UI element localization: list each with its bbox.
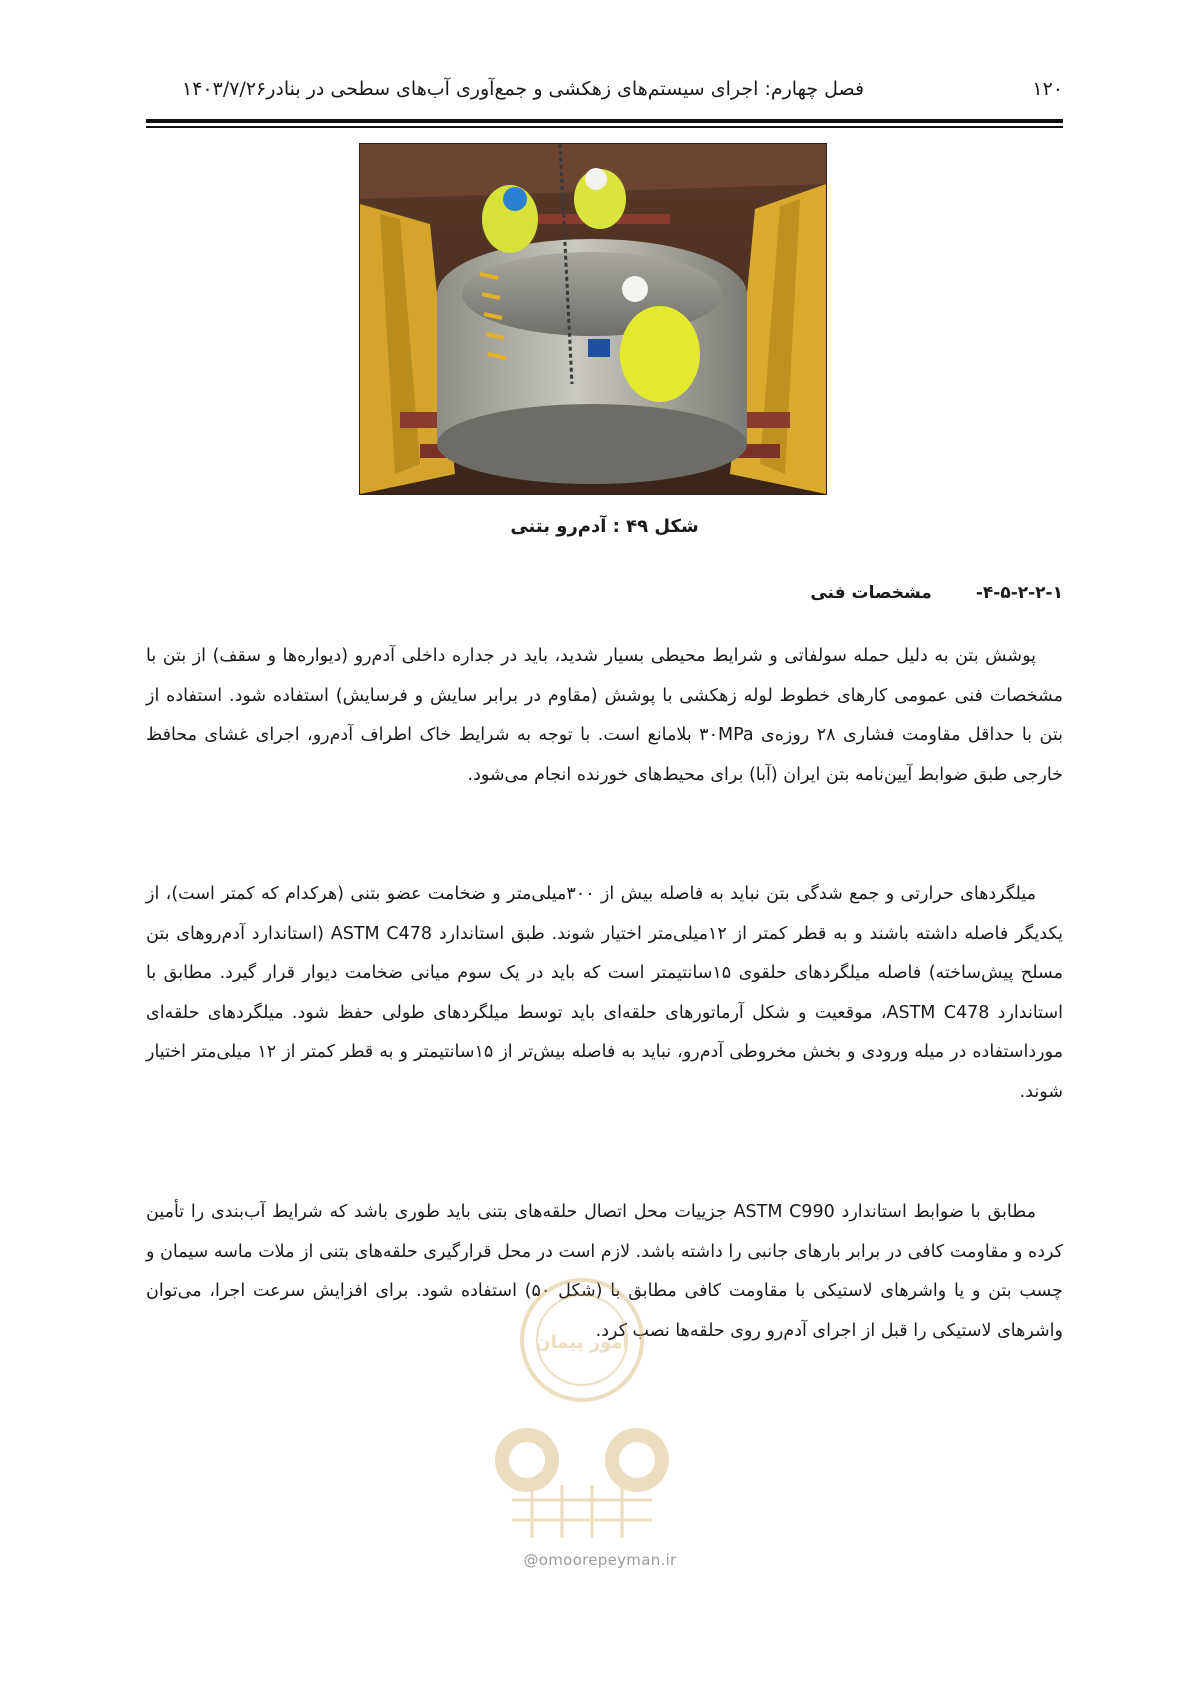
header-date: ۱۴۰۳/۷/۲۶ (182, 78, 267, 100)
header-rule-thin (146, 126, 1063, 128)
body-paragraph: میلگردهای حرارتی و جمع شدگی بتن نباید به فاصله بیش از ۳۰۰میلی‌متر و ضخامت عضو بتنی (هرکدام که کمتر است)، از یکدیگر فاصله داشته باشند و به قطر کمتر از ۱۲میلی‌متر اختیار شوند. طبق استاندارد ASTM C478 (استاندارد آدم‌روهای بتن مسلح پیش‌ساخته) فاصله میلگردهای حلقوی ۱۵سانتیمتر است که باید در یک سوم میانی ضخامت دیوار قرار گیرد. مطابق با استاندارد ASTM C478، موقعیت و شکل آرماتورهای حلقه‌ای باید توسط میلگردهای طولی حفظ شود. میلگردهای حلقه‌ای مورداستفاده در میله ورودی و بخش مخروطی آدم‌رو، نباید به فاصله بیش‌تر از ۱۵سانتیمتر و به قطر کمتر از ۱۲ میلی‌متر اختیار شوند. (146, 884, 1063, 1102)
watermark-url: @omoorepeyman.ir (523, 1551, 677, 1569)
page-header (146, 78, 1063, 114)
chapter-title: فصل چهارم: اجرای سیستم‌های زهکشی و جمع‌آوری آب‌های سطحی در بنادر (266, 78, 865, 100)
section-number: ۴-۵-۲-۲-۱- (975, 583, 1063, 603)
header-rule-thick (146, 119, 1063, 123)
body-paragraph: مطابق با ضوابط استاندارد ASTM C990 جزییات محل اتصال حلقه‌های بتنی باید طوری باشد که شرایط آب‌بندی را تأمین کرده و مقاومت کافی در برابر بارهای جانبی را داشته باشد. لازم است در محل قرارگیری حلقه‌های بتنی از ملات ماسه سیمان و چسب بتن و یا واشرهای لاستیکی با مقاومت کافی مطابق با (شکل ۵۰) استفاده شود. برای افزایش سرعت اجرا، می‌توان واشرهای لاستیکی را قبل از اجرای آدم‌رو روی حلقه‌ها نصب کرد. (146, 1202, 1063, 1341)
body-paragraph: پوشش بتن به دلیل حمله سولفاتی و شرایط محیطی بسیار شدید، باید در جداره داخلی آدم‌رو (دیواره‌ها و سقف) از بتن با مشخصات فنی عمومی کارهای خطوط لوله زهکشی با پوشش (مقاوم در برابر سایش و فرسایش) استفاده شود. استفاده از بتن با حداقل مقاومت فشاری ۲۸ روزه‌ی ۳۰MPa بلامانع است. با توجه به شرایط خاک اطراف آدم‌رو، اجرای غشای محافظ خارجی طبق ضوابط آیین‌نامه بتن ایران (آبا) برای محیط‌های خورنده انجام می‌شود. (146, 646, 1063, 785)
watermark-logo-text: امور پیمان (535, 1332, 629, 1353)
running-header (146, 78, 864, 100)
manhole-photo (359, 143, 827, 495)
page-number: ۱۲۰ (1032, 78, 1063, 100)
section-title: مشخصات فنی (810, 583, 932, 603)
section-heading (810, 583, 1063, 603)
figure-caption: شکل ۴۹ : آدم‌رو بتنی (510, 516, 699, 537)
